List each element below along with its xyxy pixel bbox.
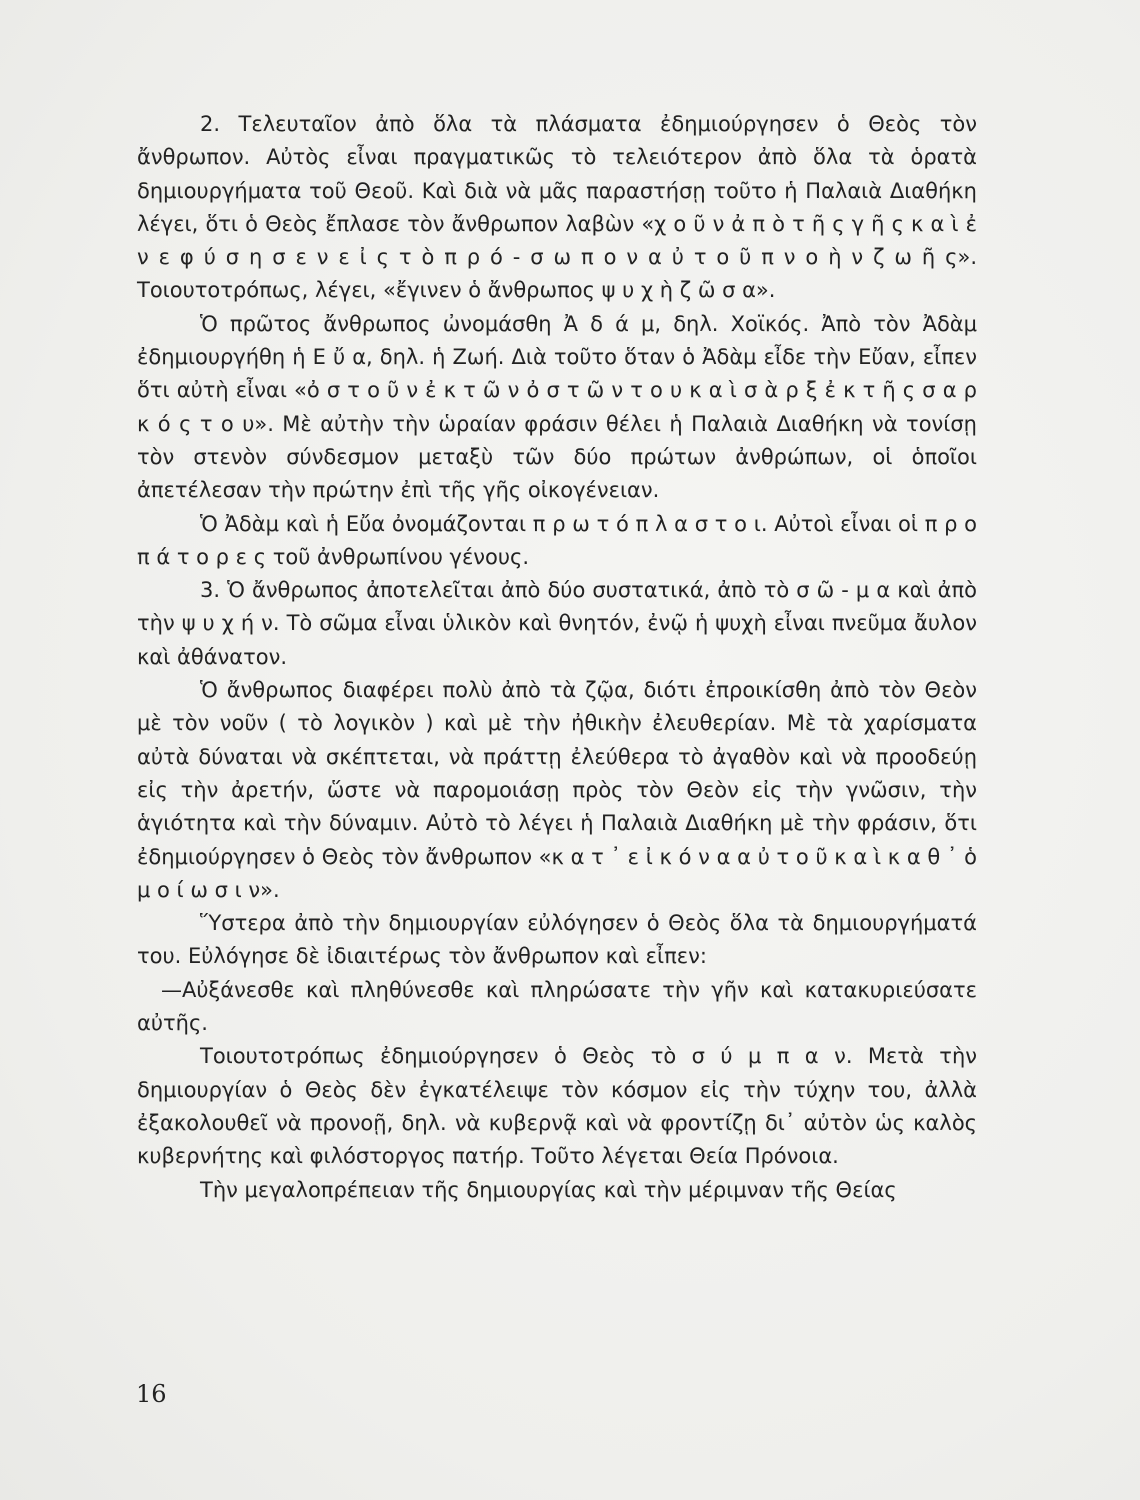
body-text [137,108,977,1207]
paragraph: 2. Τελευταῖον ἀπὸ ὅλα τὰ πλάσματα ἐδημιούργησεν ὁ Θεὸς τὸν ἄνθρωπον. Αὐτὸς εἶναι πραγματικῶς τὸ τελειότερον ἀπὸ ὅλα τὰ ὁρατὰ δημιουργήματα τοῦ Θεοῦ. Καὶ διὰ νὰ μᾶς παραστήσῃ τοῦτο ἡ Παλαιὰ Διαθήκη λέγει, ὅτι ὁ Θεὸς ἔπλασε τὸν ἄνθρωπον λαβὼν «χ ο ῦ ν ἀ π ὸ τ ῆ ς γ ῆ ς κ α ὶ ἐ ν ε φ ύ σ η σ ε ν ε ἰ ς τ ὸ π ρ ό - σ ω π ο ν α ὐ τ ο ῦ π ν ο ὴ ν ζ ω ῆ ς». Τοιουτοτρόπως, λέγει, «ἔγινεν ὁ ἄνθρωπος ψ υ χ ὴ ζ ῶ σ α». [137,112,977,303]
paragraph: Τὴν μεγαλοπρέπειαν τῆς δημιουργίας καὶ τὴν μέριμναν τῆς Θείας [200,1177,897,1202]
paragraph: Ὁ ἄνθρωπος διαφέρει πολὺ ἀπὸ τὰ ζῷα, διότι ἐπροικίσθη ἀπὸ τὸν Θεὸν μὲ τὸν νοῦν ( τὸ λογικὸν ) καὶ μὲ τὴν ἠθικὴν ἐλευθερίαν. Μὲ τὰ χαρίσματα αὐτὰ δύναται νὰ σκέπτεται, νὰ πράττῃ ἐλεύθερα τὸ ἀγαθὸν καὶ νὰ προοδεύῃ εἰς τὴν ἀρετήν, ὥστε νὰ παρομοιάσῃ πρὸς τὸν Θεὸν εἰς τὴν γνῶσιν, τὴν ἁγιότητα καὶ τὴν δύναμιν. Αὐτὸ τὸ λέγει ἡ Παλαιὰ Διαθήκη μὲ τὴν φράσιν, ὅτι ἐδημιούργησεν ὁ Θεὸς τὸν ἄνθρωπον «κ α τ ᾿ ε ἰ κ ό ν α α ὐ τ ο ῦ κ α ὶ κ α θ ᾿ ὁ μ ο ί ω σ ι ν». [137,678,977,902]
paragraph: Ὁ πρῶτος ἄνθρωπος ὠνομάσθη Ἀ δ ά μ, δηλ. Χοϊκός. Ἀπὸ τὸν Ἀδὰμ ἐδημιουργήθη ἡ Ε ὔ α, δηλ. ἡ Ζωή. Διὰ τοῦτο ὅταν ὁ Ἀδὰμ εἶδε τὴν Εὔαν, εἶπεν ὅτι αὐτὴ εἶναι «ὀ σ τ ο ῦ ν ἐ κ τ ῶ ν ὀ σ τ ῶ ν τ ο υ κ α ὶ σ ὰ ρ ξ ἐ κ τ ῆ ς σ α ρ κ ό ς τ ο υ». Μὲ αὐτὴν τὴν ὡραίαν φράσιν θέλει ἡ Παλαιὰ Διαθήκη νὰ τονίσῃ τὸν στενὸν σύνδεσμον μεταξὺ τῶν δύο πρώτων ἀνθρώπων, οἱ ὁποῖοι ἀπετέλεσαν τὴν πρώτην ἐπὶ τῆς γῆς οἰκογένειαν. [137,311,977,503]
paragraph: 3. Ὁ ἄνθρωπος ἀποτελεῖται ἀπὸ δύο συστατικά, ἀπὸ τὸ σ ῶ - μ α καὶ ἀπὸ τὴν ψ υ χ ή ν. Τὸ σῶμα εἶναι ὑλικὸν καὶ θνητόν, ἐνῷ ἡ ψυχὴ εἶναι πνεῦμα ἄυλον καὶ ἀθάνατον. [137,578,977,669]
paragraph: Ὁ Ἀδὰμ καὶ ἡ Εὔα ὀνομάζονται π ρ ω τ ό π λ α σ τ ο ι. Αὐτοὶ εἶναι οἱ π ρ ο π ά τ ο ρ ε ς τοῦ ἀνθρωπίνου γένους. [137,511,977,569]
paragraph: Ὕστερα ἀπὸ τὴν δημιουργίαν εὐλόγησεν ὁ Θεὸς ὅλα τὰ δημιουργήματά του. Εὐλόγησε δὲ ἰδιαιτέρως τὸν ἄνθρωπον καὶ εἶπεν: [137,911,977,969]
paragraph: —Αὐξάνεσθε καὶ πληθύνεσθε καὶ πληρώσατε τὴν γῆν καὶ κατακυριεύσατε αὐτῆς. [137,977,977,1036]
paragraph: Τοιουτοτρόπως ἐδημιούργησεν ὁ Θεὸς τὸ σ ύ μ π α ν. Μετὰ τὴν δημιουργίαν ὁ Θεὸς δὲν ἐγκατέλειψε τὸν κόσμον εἰς τὴν τύχην του, ἀλλὰ ἐξακολουθεῖ νὰ προνοῇ, δηλ. νὰ κυβερνᾷ καὶ νὰ φροντίζῃ δι᾿ αὐτὸν ὡς καλὸς κυβερνήτης καὶ φιλόστοργος πατήρ. Τοῦτο λέγεται Θεία Πρόνοια. [137,1044,977,1169]
page-number: 16 [136,1380,167,1408]
